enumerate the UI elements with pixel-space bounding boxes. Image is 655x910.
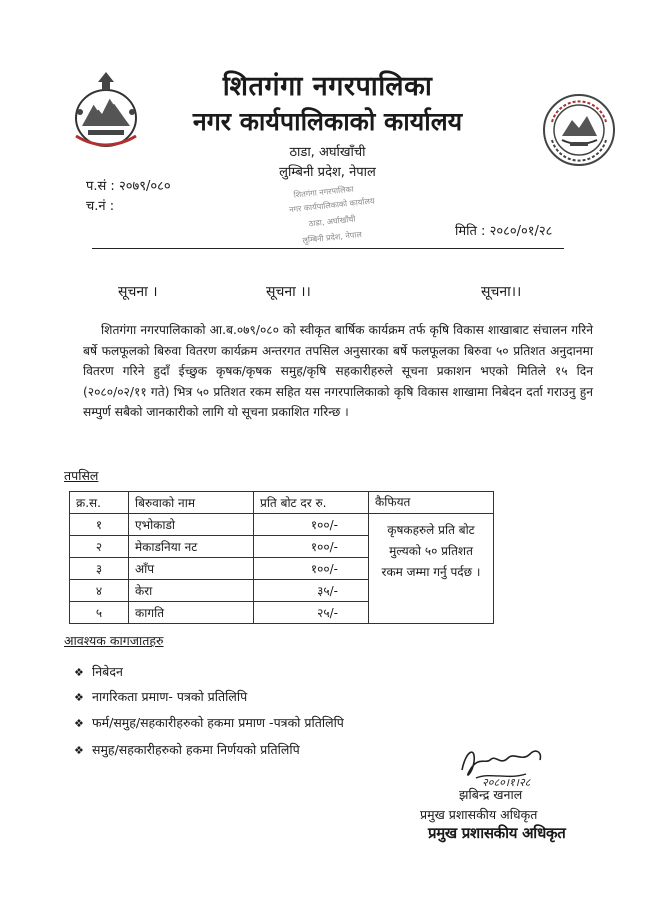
diamond-bullet-icon: ❖	[74, 691, 84, 704]
document-label: निबेदन	[92, 664, 123, 679]
diamond-bullet-icon: ❖	[74, 744, 84, 757]
list-item	[74, 663, 123, 680]
table-row	[70, 514, 494, 536]
office-stamp	[282, 182, 380, 248]
row-rate: २५/-	[254, 602, 369, 624]
svg-text:२०८०।१।२८: २०८०।१।२८	[482, 776, 531, 789]
row-sn: १	[70, 514, 129, 536]
row-sn: ४	[70, 580, 129, 602]
row-name: एभोकाडो	[129, 514, 254, 536]
table-heading: तपसिल	[64, 468, 99, 483]
list-item	[74, 688, 247, 705]
notice-heading-1: सूचना ।	[118, 284, 158, 300]
row-rate: १००/-	[254, 558, 369, 580]
row-rate: १००/-	[254, 536, 369, 558]
notice-heading-2: सूचना ।।	[266, 284, 311, 300]
svg-text:नगर कार्यपालिकाको कार्यालय: नगर कार्यपालिकाको कार्यालय	[288, 196, 375, 215]
address-line2: लुम्बिनी प्रदेश, नेपाल	[279, 165, 376, 180]
diamond-bullet-icon: ❖	[74, 717, 84, 730]
svg-text:ठाडा, अर्घाखाँची: ठाडा, अर्घाखाँची	[308, 214, 356, 229]
row-name: मेकाडनिया नट	[129, 536, 254, 558]
documents-heading: आवश्यक कागजातहरु	[64, 633, 164, 648]
office-title-line2: नगर कार्यपालिकाको कार्यालय	[192, 107, 463, 136]
office-title-line1: शितगंगा नगरपालिका	[222, 71, 433, 102]
header-name: बिरुवाको नाम	[129, 492, 254, 514]
row-name: आँप	[129, 558, 254, 580]
list-item	[74, 714, 344, 731]
diamond-bullet-icon: ❖	[74, 666, 84, 679]
svg-text:लुम्बिनी प्रदेश, नेपाल: लुम्बिनी प्रदेश, नेपाल	[302, 229, 363, 246]
document-label: फर्म/समुह/सहकारीहरुको हकमा प्रमाण -पत्रको प्रतिलिपि	[92, 715, 344, 730]
header-remark: कैफियत	[369, 492, 494, 514]
chalani-number: च.नं :	[86, 199, 115, 214]
row-sn: २	[70, 536, 129, 558]
notice-body: शितगंगा नगरपालिकाको आ.ब.०७९/०८० को स्वीकृत बार्षिक कार्यक्रम तर्फ कृषि विकास शाखाबाट संचालन गरिने बर्षे फलफूलको बिरुवा वितरण कार्यक्रम अन्तरगत तपसिल अनुसारका बर्षे फलफूलका बिरुवा ५० प्रतिशत अनुदानमा वितरण गरिने हुदाँ ईच्छुक कृषक/कृषक समुह/कृषि सहकारीहरुले सूचना प्रकाशन भएको मितिले १५ दिन (२०८०/०२/११ गते) भित्र ५० प्रतिशत रकम सहित यस नगरपालिकाको कृषि विकास शाखामा निबेदन दर्ता गराउनु हुन सम्पुर्ण सबैको जानकारीको लागि यो सूचना प्रकाशित गरिन्छ ।	[83, 323, 593, 419]
row-rate: ३५/-	[254, 580, 369, 602]
patra-sankhya: प.सं : २०७९/०८०	[86, 179, 171, 194]
row-name: कागति	[129, 602, 254, 624]
address-line1: ठाडा, अर्घाखाँची	[289, 145, 366, 160]
row-rate: १००/-	[254, 514, 369, 536]
signature-image	[456, 740, 552, 790]
svg-text:शितगंगा नगरपालिका: शितगंगा नगरपालिका	[293, 184, 355, 200]
notice-heading-3: सूचना।।	[481, 284, 522, 300]
document-label: समुह/सहकारीहरुको हकमा निर्णयको प्रतिलिपि	[92, 742, 300, 757]
row-sn: ३	[70, 558, 129, 580]
row-name: केरा	[129, 580, 254, 602]
header-rate: प्रति बोट दर रु.	[254, 492, 369, 514]
header-divider	[92, 248, 564, 249]
table-header-row	[70, 492, 494, 514]
document-label: नागरिकता प्रमाण- पत्रको प्रतिलिपि	[92, 689, 248, 704]
designation-stamp: प्रमुख प्रशासकीय अधिकृत	[428, 824, 566, 842]
row-sn: ५	[70, 602, 129, 624]
remark-cell: कृषकहरुले प्रति बोट मुल्यको ५० प्रतिशत रकम जम्मा गर्नु पर्दछ ।	[369, 514, 494, 624]
signatory-name: झबिन्द्र खनाल	[459, 787, 523, 802]
header-sn: क्र.स.	[70, 492, 129, 514]
date-text: मिति : २०८०/०१/२८	[455, 224, 553, 239]
list-item	[74, 741, 300, 758]
plant-rate-table	[69, 491, 494, 624]
signatory-designation: प्रमुख प्रशासकीय अधिकृत	[420, 807, 538, 822]
